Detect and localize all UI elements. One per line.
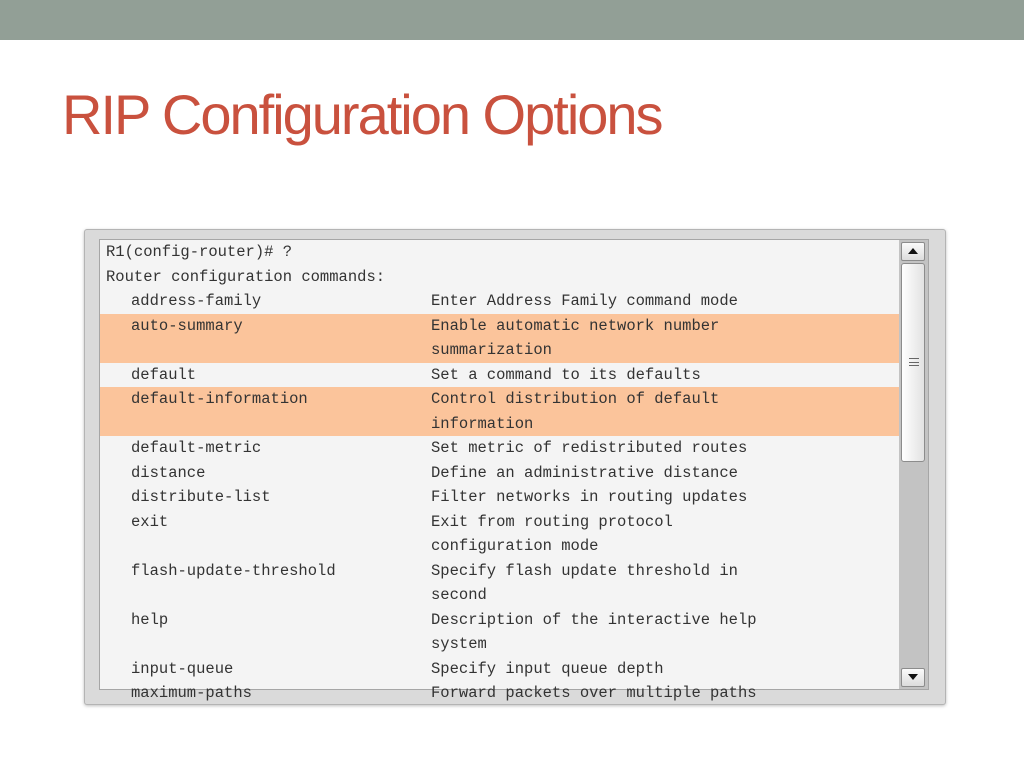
command-description: Define an administrative distance bbox=[431, 463, 738, 482]
command-description: Exit from routing protocol bbox=[431, 512, 673, 531]
command-description: Description of the interactive help bbox=[431, 610, 757, 629]
command-name: auto-summary bbox=[131, 316, 243, 335]
command-name: default-information bbox=[131, 390, 308, 408]
command-description: summarization bbox=[431, 341, 552, 359]
command-description: Forward packets over multiple paths bbox=[431, 684, 757, 702]
arrow-down-icon bbox=[908, 674, 918, 680]
command-name: default bbox=[131, 365, 197, 384]
command-row bbox=[100, 608, 900, 632]
command-description: system bbox=[431, 635, 487, 653]
command-row bbox=[100, 681, 900, 705]
vertical-scrollbar[interactable] bbox=[899, 239, 929, 690]
command-name: distance bbox=[131, 463, 206, 482]
command-row bbox=[100, 412, 900, 436]
command-name: default-metric bbox=[131, 439, 262, 457]
command-description: information bbox=[431, 414, 534, 433]
command-description: Enter Address Family command mode bbox=[431, 292, 738, 310]
terminal-prompt: R1(config-router)# ? bbox=[106, 243, 293, 261]
command-description: Specify input queue depth bbox=[431, 659, 664, 678]
terminal-header-line bbox=[100, 265, 900, 289]
command-row bbox=[100, 534, 900, 558]
terminal-header: Router configuration commands: bbox=[106, 267, 386, 286]
command-name: exit bbox=[131, 512, 169, 531]
grip-icon bbox=[909, 358, 919, 366]
command-description: Set a command to its defaults bbox=[431, 365, 701, 384]
command-name: maximum-paths bbox=[131, 684, 252, 702]
command-description: Enable automatic network number bbox=[431, 316, 720, 335]
command-description: Control distribution of default bbox=[431, 390, 720, 408]
command-description: Filter networks in routing updates bbox=[431, 488, 748, 506]
command-description: Set metric of redistributed routes bbox=[431, 439, 748, 457]
command-row bbox=[100, 387, 900, 411]
command-description: configuration mode bbox=[431, 537, 599, 555]
slide-title: RIP Configuration Options bbox=[62, 83, 662, 146]
command-row bbox=[100, 485, 900, 509]
command-row bbox=[100, 314, 900, 338]
command-row bbox=[100, 289, 900, 313]
command-name: flash-update-threshold bbox=[131, 561, 336, 580]
command-name: help bbox=[131, 610, 169, 629]
command-row bbox=[100, 559, 900, 583]
command-row bbox=[100, 461, 900, 485]
terminal-prompt-line bbox=[100, 240, 900, 264]
command-name: input-queue bbox=[131, 659, 234, 678]
command-row bbox=[100, 510, 900, 534]
command-row bbox=[100, 436, 900, 460]
scroll-thumb[interactable] bbox=[901, 263, 925, 462]
command-row bbox=[100, 583, 900, 607]
scroll-down-button[interactable] bbox=[901, 668, 925, 687]
command-row bbox=[100, 657, 900, 681]
arrow-up-icon bbox=[908, 248, 918, 254]
top-band bbox=[0, 0, 1024, 40]
terminal-output[interactable] bbox=[99, 239, 901, 702]
command-description: Specify flash update threshold in bbox=[431, 561, 738, 580]
command-row bbox=[100, 363, 900, 387]
command-row bbox=[100, 338, 900, 362]
command-row bbox=[100, 632, 900, 656]
command-description: second bbox=[431, 586, 487, 604]
command-name: address-family bbox=[131, 292, 262, 310]
command-name: distribute-list bbox=[131, 488, 271, 506]
scroll-up-button[interactable] bbox=[901, 242, 925, 261]
